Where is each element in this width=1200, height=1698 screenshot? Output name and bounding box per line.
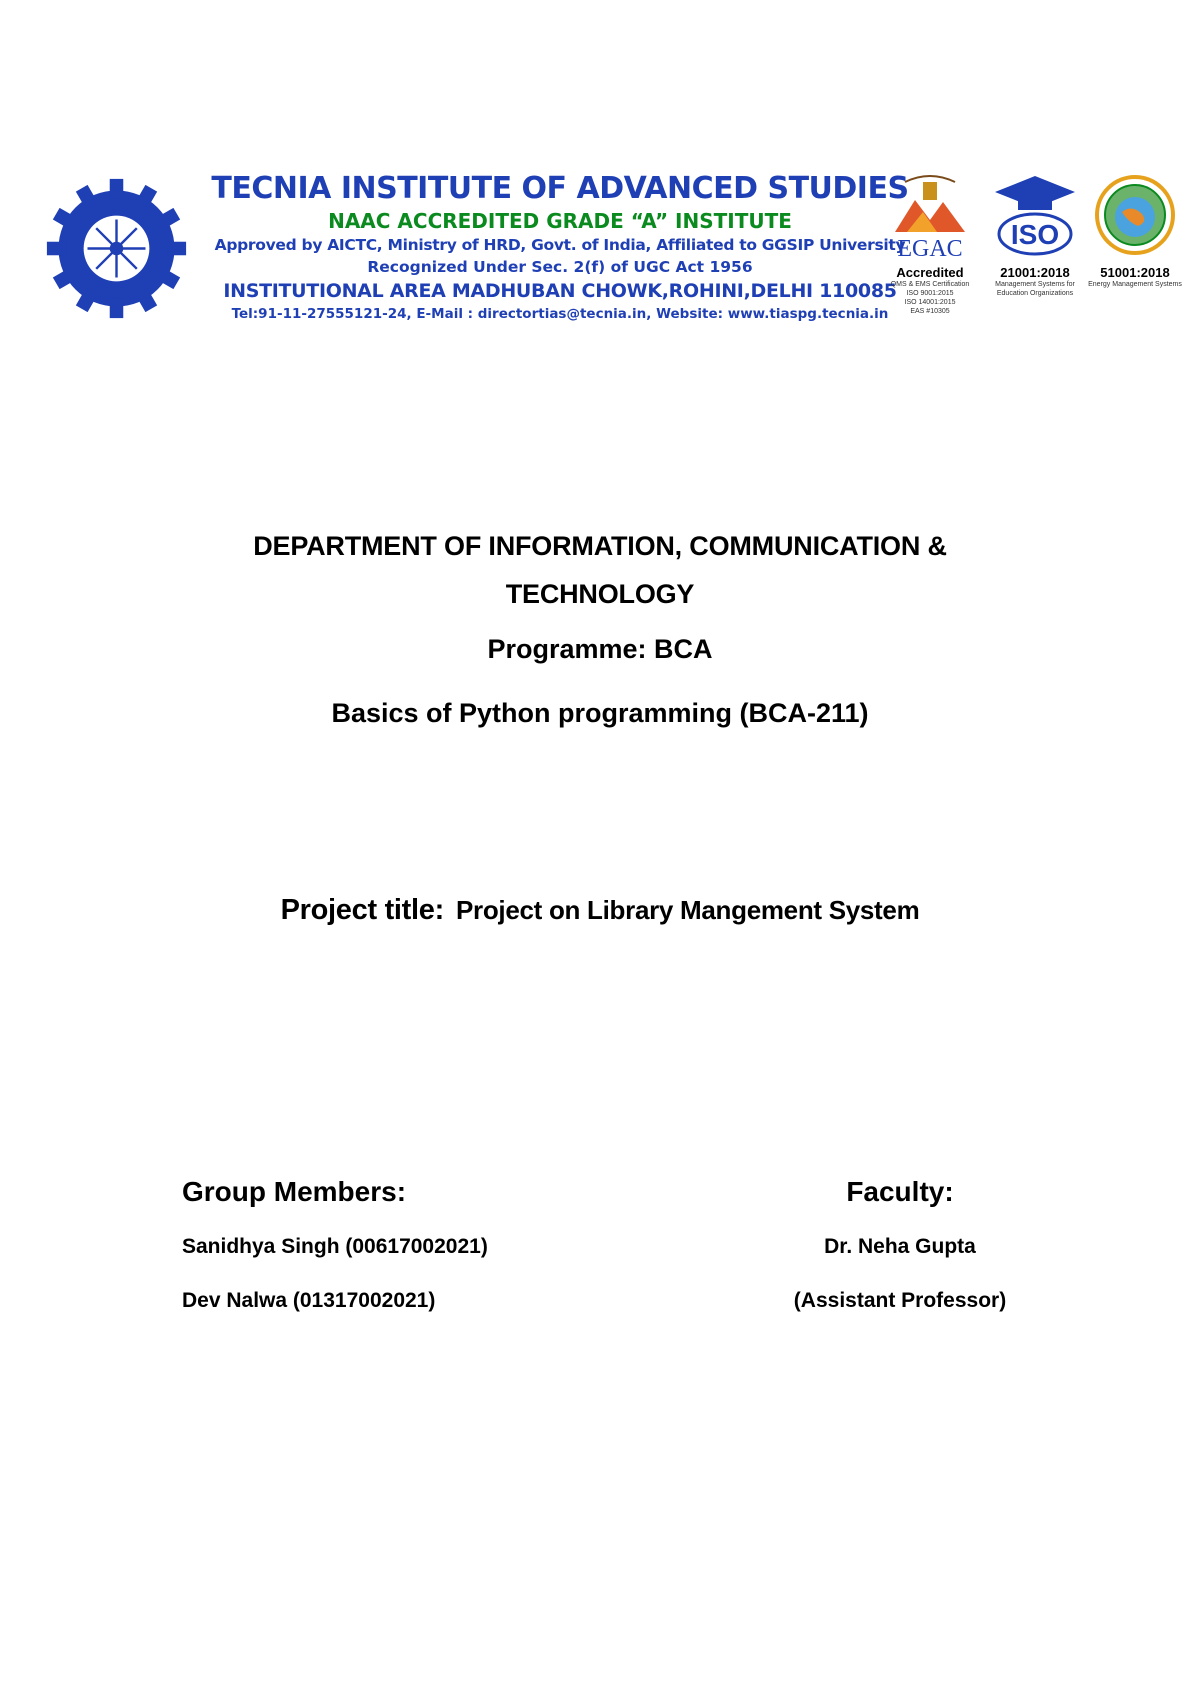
- enms-caption: 51001:2018: [1100, 265, 1170, 280]
- group-member: Sanidhya Singh (00617002021): [182, 1235, 488, 1258]
- approval-line: Approved by AICTC, Ministry of HRD, Govt. of India, Affiliated to GGSIP University: [214, 236, 906, 254]
- project-label: Project title:: [280, 894, 444, 926]
- faculty-section: [720, 1175, 1080, 1313]
- department-heading: [0, 522, 1200, 618]
- faculty-name: Dr. Neha Gupta: [824, 1235, 976, 1258]
- letterhead: [40, 170, 1180, 330]
- programme: Programme: BCA: [487, 634, 713, 664]
- svg-text:ISO: ISO: [1010, 219, 1060, 250]
- egac-detail: ISO 14001:2015: [904, 299, 956, 306]
- egac-detail: EAS #10305: [910, 308, 950, 315]
- institute-name: TECNIA INSTITUTE OF ADVANCED STUDIES: [211, 171, 909, 206]
- iso-51001-certification: [1085, 170, 1185, 289]
- egac-caption: Accredited: [896, 265, 964, 280]
- iso-caption: 21001:2018: [1000, 265, 1070, 280]
- group-members-heading: Group Members:: [182, 1176, 407, 1207]
- tecnia-gear-logo: [44, 176, 189, 321]
- iso-logo: [990, 170, 1080, 260]
- egac-detail: ISO 9001:2015: [906, 290, 954, 297]
- iso-21001-certification: [985, 170, 1085, 298]
- iso-detail: Education Organizations: [996, 290, 1074, 297]
- department-line-2: TECHNOLOGY: [505, 579, 695, 609]
- egac-certification: [880, 170, 980, 316]
- svg-text:EGAC: EGAC: [897, 236, 963, 260]
- contact-line: Tel:91-11-27555121-24, E-Mail : directortias@tecnia.in, Website: www.tiaspg.tecnia.in: [231, 306, 889, 322]
- course-title: Basics of Python programming (BCA-211): [331, 698, 869, 728]
- egac-detail: QMS & EMS Certification: [890, 281, 970, 288]
- department-line-1: DEPARTMENT OF INFORMATION, COMMUNICATION &: [253, 531, 947, 561]
- address-line: INSTITUTIONAL AREA MADHUBAN CHOWK,ROHINI,DELHI 110085: [223, 280, 897, 302]
- naac-line: NAAC ACCREDITED GRADE “A” INSTITUTE: [328, 209, 792, 233]
- egac-logo: [885, 170, 975, 260]
- project-name: Project on Library Mangement System: [455, 895, 920, 925]
- project-title-line: [0, 893, 1200, 927]
- enms-detail: Energy Management Systems: [1088, 281, 1182, 288]
- group-members-section: [182, 1175, 682, 1313]
- iso-detail: Management Systems for: [995, 281, 1075, 288]
- faculty-heading: Faculty:: [846, 1176, 954, 1207]
- recognition-line: Recognized Under Sec. 2(f) of UGC Act 1956: [367, 258, 753, 276]
- faculty-designation: (Assistant Professor): [793, 1289, 1007, 1312]
- group-member: Dev Nalwa (01317002021): [182, 1289, 436, 1312]
- globe-seal-icon: [1090, 170, 1180, 260]
